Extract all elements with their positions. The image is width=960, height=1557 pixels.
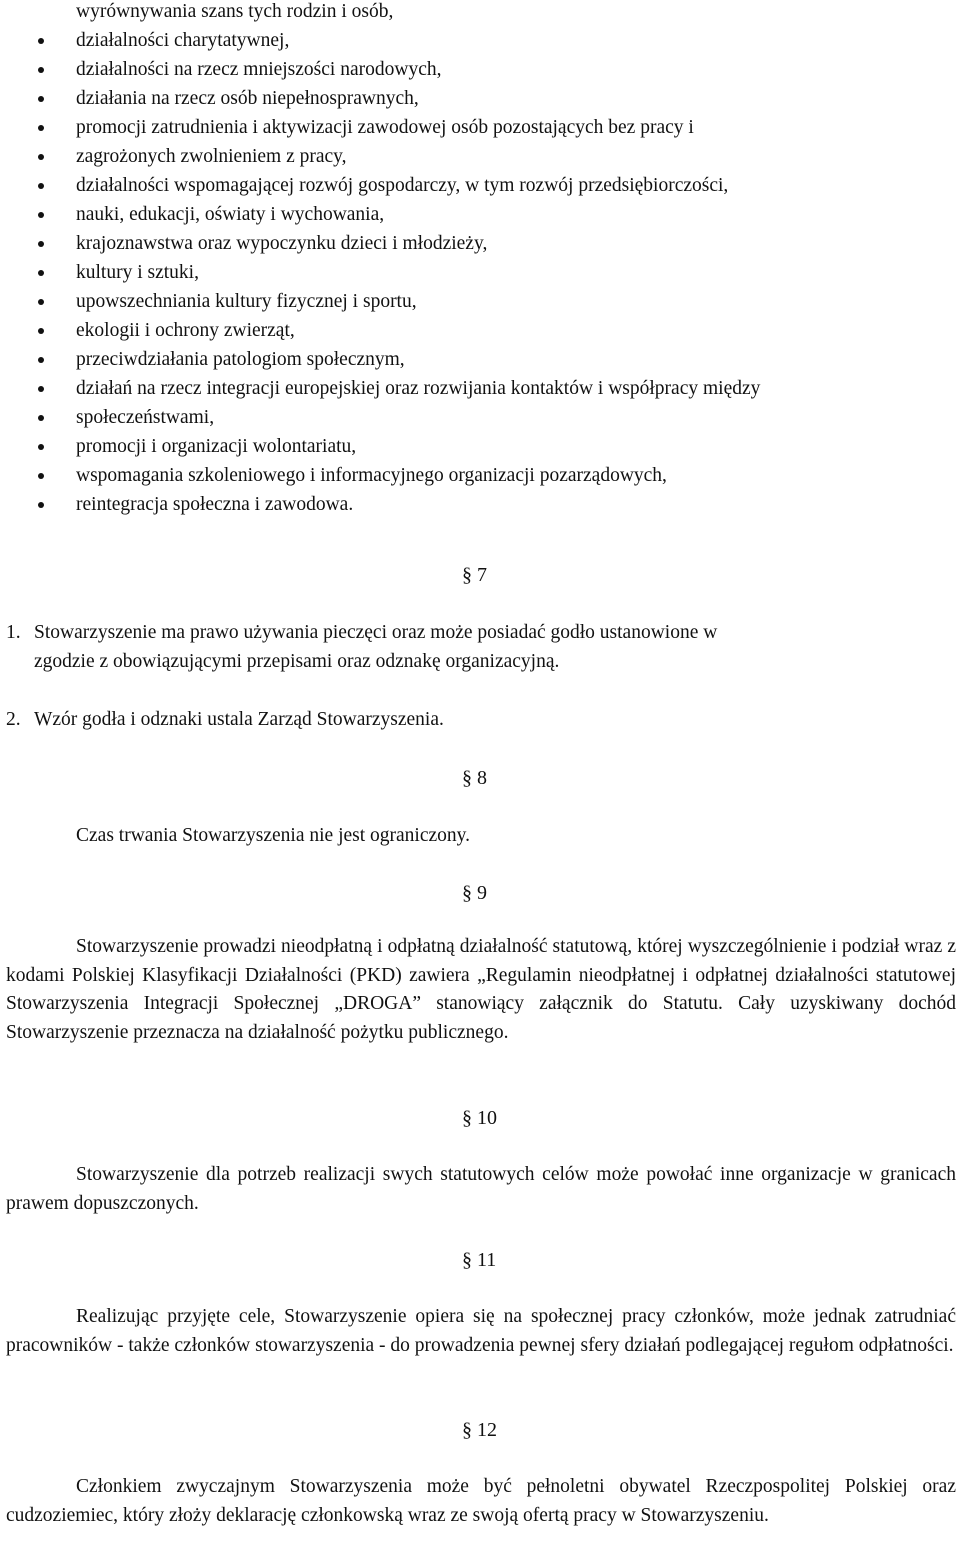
bullet-icon xyxy=(38,415,44,421)
bullet-icon xyxy=(38,357,44,363)
section-heading-7: § 7 xyxy=(462,564,487,586)
bullet-icon xyxy=(38,328,44,334)
bullet-icon xyxy=(38,183,44,189)
section-heading-12: § 12 xyxy=(462,1419,497,1441)
section-heading-9: § 9 xyxy=(462,882,487,904)
bullet-icon xyxy=(38,96,44,102)
item-text: Stowarzyszenie ma prawo używania pieczęci oraz może posiadać godło ustanowione w xyxy=(34,622,718,643)
bullet-icon xyxy=(38,299,44,305)
item-text-continuation: zgodzie z obowiązującymi przepisami oraz odznakę organizacyjną. xyxy=(34,651,560,672)
bullet-icon xyxy=(38,125,44,131)
bullet-icon xyxy=(38,38,44,44)
bullet-icon xyxy=(38,270,44,276)
item-text: Wzór godła i odznaki ustala Zarząd Stowarzyszenia. xyxy=(34,709,444,730)
bullet-icon xyxy=(38,241,44,247)
section-12-paragraph: Członkiem zwyczajnym Stowarzyszenia może być pełnoletni obywatel Rzeczpospolitej Polskiej oraz cudzoziemiec, który złoży deklarację członkowską wraz ze swoją ofertą pracy w Stowarzyszeniu. xyxy=(6,1476,956,1526)
bullet-icon xyxy=(38,154,44,160)
bullet-icon xyxy=(38,67,44,73)
section-10-paragraph: Stowarzyszenie dla potrzeb realizacji swych statutowych celów może powołać inne organizacje w granicach prawem dopuszczonych. xyxy=(6,1164,956,1214)
bullet-icon xyxy=(38,386,44,392)
bullet-icon xyxy=(38,444,44,450)
bullet-icon xyxy=(38,212,44,218)
section-11-paragraph: Realizując przyjęte cele, Stowarzyszenie opiera się na społecznej pracy członków, może jednak zatrudniać pracowników - także członków stowarzyszenia - do prowadzenia pewnej sfery działań podlegającej regułom odpłatności. xyxy=(6,1306,956,1356)
list-continuation: wyrównywania szans tych rodzin i osób, xyxy=(76,1,394,22)
bullet-icon xyxy=(38,473,44,479)
item-number: 1. xyxy=(6,622,21,643)
section-heading-10: § 10 xyxy=(462,1107,497,1129)
section-8-text: Czas trwania Stowarzyszenia nie jest ograniczony. xyxy=(76,825,471,846)
section-heading-8: § 8 xyxy=(462,767,487,789)
bullet-icon xyxy=(38,502,44,508)
section-heading-11: § 11 xyxy=(462,1249,497,1271)
item-number: 2. xyxy=(6,709,21,730)
section-9-paragraph: Stowarzyszenie prowadzi nieodpłatną i odpłatną działalność statutową, której wyszczególnienie i podział wraz z kodami Polskiej Klasyfikacji Działalności (PKD) zawiera „Regulamin nieodpłatnej i odpłatnej działalności statutowej Stowarzyszenia Integracji Społecznej „DROGA” stanowiący załącznik do Statutu. Cały uzyskiwany dochód Stowarzyszenie przeznacza na działalność pożytku publicznego. xyxy=(6,936,956,1043)
